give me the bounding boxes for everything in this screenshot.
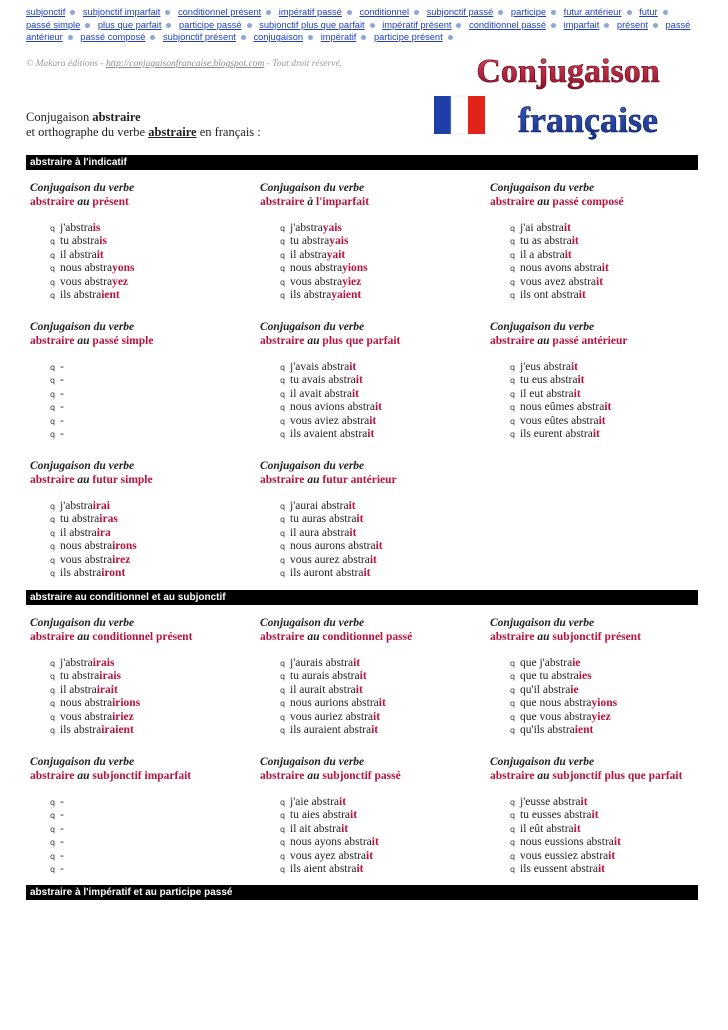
list-bullet-icon: q [50,659,56,668]
list-bullet-icon: q [50,798,56,807]
conjugated-form: q nous avons abstrait [510,262,609,275]
list-bullet-icon: q [510,659,516,668]
list-bullet-icon: q [280,389,286,399]
list-bullet-icon: q [510,699,516,709]
conjugated-form: q tu eus abstrait [510,374,585,387]
bullet-dot-icon [241,35,246,40]
list-bullet-icon: q [510,798,516,807]
conjugated-form: q ils aient abstrait [280,863,364,876]
conjugated-form: q nous avions abstrait [280,401,382,414]
conjugated-form: q j'aurais abstrait [280,657,361,669]
conjugation-block [260,320,490,441]
conjugated-form: q tu as abstrait [510,235,579,248]
list-bullet-icon: q [280,515,286,525]
conjugated-form: q - [50,836,64,849]
conjugation-block [490,320,720,441]
list-bullet-icon: q [280,363,286,372]
tense-title: abstraire au conditionnel passé [260,631,413,643]
bullet-dot-icon [627,10,632,15]
conjugated-form: q j'eus abstrait [510,361,578,373]
list-bullet-icon: q [280,726,286,736]
forms-list [260,796,490,876]
conjugated-form: q nous abstrayons [50,262,135,275]
forms-list [490,657,720,737]
conjugated-form: q tu aies abstrait [280,809,358,822]
forms-list [30,657,260,737]
conjugation-block [260,181,490,302]
conjugated-form: q tu abstrayais [280,235,349,248]
bullet-dot-icon [70,10,75,15]
nav-link[interactable]: futur [639,7,658,17]
nav-link[interactable]: passé simple [26,19,81,30]
list-bullet-icon: q [510,264,516,274]
section-bar-imperatif-participe: abstraire à l'impératif et au participe passé [26,885,698,900]
list-bullet-icon: q [510,376,516,386]
conjugated-form: q - [50,374,64,387]
list-bullet-icon: q [50,542,56,552]
block-heading: Conjugaison du verbe [260,182,365,194]
tense-title: abstraire au passé antérieur [490,335,628,347]
bullet-dot-icon [266,10,271,15]
nav-link[interactable]: subjonctif passé [426,7,494,17]
conjugated-form: q qu'ils abstraient [510,724,594,737]
list-bullet-icon: q [510,389,516,399]
list-bullet-icon: q [510,224,516,233]
list-bullet-icon: q [280,430,286,440]
conjugated-form: q tu abstrairas [50,513,118,526]
nav-link[interactable]: conditionnel [359,7,410,17]
list-bullet-icon: q [280,811,286,821]
conjugated-form: q j'ai abstrait [510,222,571,234]
conjugated-form: q il avait abstrait [280,387,359,400]
conjugated-form: q ils auront abstrait [280,567,371,580]
nav-link[interactable]: imparfait [563,19,600,30]
list-bullet-icon: q [510,403,516,413]
nav-link[interactable]: futur antérieur [563,7,622,17]
list-bullet-icon: q [280,712,286,722]
conjugated-form: q vous abstrayiez [280,275,362,288]
list-bullet-icon: q [510,865,516,875]
conjugated-form: q nous aurons abstrait [280,540,383,553]
forms-list [30,500,260,580]
conjugated-form: q nous abstrayions [280,262,368,275]
conjugated-form: q il aura abstrait [280,526,357,539]
conjugated-form: q tu abstrairais [50,670,122,683]
list-bullet-icon: q [50,403,56,413]
copyright-notice: © Makara éditions - http://conjugaisonfrancaise.blogspot.com - Tout droit réservé. [26,59,343,69]
conjugation-block [30,181,260,302]
nav-link[interactable]: subjonctif présent [163,32,236,43]
list-bullet-icon: q [50,416,56,426]
conjugated-form: q j'aurai abstrait [280,500,356,512]
list-bullet-icon: q [50,250,56,260]
list-bullet-icon: q [50,838,56,848]
conjugated-form: q j'abstrayais [280,222,342,234]
list-bullet-icon: q [280,569,286,579]
bullet-dot-icon [165,10,170,15]
conjugated-form: q j'eusse abstrait [510,796,588,808]
block-heading: Conjugaison du verbe [260,460,365,472]
bullet-dot-icon [347,10,352,15]
tense-title: abstraire au subjonctif imparfait [30,770,192,782]
list-bullet-icon: q [510,250,516,260]
bullet-dot-icon [247,23,252,28]
block-heading: Conjugaison du verbe [30,460,135,472]
nav-link[interactable]: passé composé [80,32,146,43]
list-bullet-icon: q [50,291,56,301]
conjugated-form: q vous aviez abstrait [280,414,377,427]
conjugated-form: q - [50,401,64,414]
list-bullet-icon: q [510,672,516,682]
conjugated-form: q ils eussent abstrait [510,863,605,876]
list-bullet-icon: q [50,811,56,821]
conjugation-block [30,616,260,737]
bullet-dot-icon [68,35,73,40]
section-bar-indicatif: abstraire à l'indicatif [26,155,698,170]
list-bullet-icon: q [280,502,286,511]
list-bullet-icon: q [50,528,56,538]
conjugated-form: q vous abstrairez [50,553,131,566]
bullet-dot-icon [166,23,171,28]
conjugated-form: q nous eûmes abstrait [510,401,612,414]
list-bullet-icon: q [280,798,286,807]
bullet-dot-icon [361,35,366,40]
list-bullet-icon: q [280,250,286,260]
conjugated-form: q - [50,809,64,822]
conjugation-block [490,755,720,876]
conjugated-form: q ils auraient abstrait [280,724,379,737]
list-bullet-icon: q [510,430,516,440]
nav-link[interactable]: plus que parfait [97,19,162,30]
nav-link[interactable]: subjonctif imparfait [82,7,161,17]
list-bullet-icon: q [50,389,56,399]
nav-link[interactable]: participe [510,7,547,17]
svg-text:Conjugaison: Conjugaison [476,53,660,90]
list-bullet-icon: q [50,502,56,511]
conjugated-form: q vous avez abstrait [510,275,604,288]
conjugated-form: q - [50,796,64,808]
conjugated-form: q tu auras abstrait [280,513,364,526]
section-bar-conditionnel-subjonctif: abstraire au conditionnel et au subjonctif [26,590,698,605]
nav-link[interactable]: subjonctif [26,7,66,17]
nav-link[interactable]: présent [616,19,648,30]
list-bullet-icon: q [50,363,56,372]
conjugated-form: q ils abstrairaient [50,724,134,737]
conjugated-form: q ils abstrayaient [280,289,362,302]
list-bullet-icon: q [510,277,516,287]
conjugated-form: q que nous abstrayions [510,697,618,710]
forms-list [490,796,720,876]
list-bullet-icon: q [280,542,286,552]
conjugated-form: q ils eurent abstrait [510,428,600,441]
list-bullet-icon: q [50,685,56,695]
list-bullet-icon: q [50,865,56,875]
conjugation-block [490,181,720,302]
conjugated-form: q vous aurez abstrait [280,553,377,566]
list-bullet-icon: q [50,430,56,440]
conjugaison-francaise-logo [428,52,696,146]
list-bullet-icon: q [50,712,56,722]
block-heading: Conjugaison du verbe [260,756,365,768]
list-bullet-icon: q [510,851,516,861]
bullet-dot-icon [551,23,556,28]
conjugation-block [260,755,490,876]
conjugated-form: q vous abstrairiez [50,710,134,723]
conjugated-form: q j'aie abstrait [280,796,347,808]
conjugated-form: q il abstrairait [50,683,118,696]
bullet-dot-icon [663,10,668,15]
conjugated-form: q j'abstrairai [50,500,110,512]
french-flag-icon [434,96,485,134]
conjugated-form: q - [50,361,64,373]
list-bullet-icon: q [280,416,286,426]
tense-title: abstraire au conditionnel présent [30,631,193,643]
tense-title: abstraire au futur antérieur [260,474,397,486]
tense-title: abstraire à l'imparfait [260,196,370,208]
conjugated-form: q il ait abstrait [280,822,349,835]
nav-link[interactable]: impératif [320,32,357,43]
list-bullet-icon: q [280,224,286,233]
bullet-dot-icon [150,35,155,40]
conjugation-block [260,616,490,737]
svg-text:française: française [518,100,658,140]
conjugated-form: q j'avais abstrait [280,361,357,373]
list-bullet-icon: q [280,555,286,565]
bullet-dot-icon [653,23,658,28]
forms-list [260,500,490,580]
forms-list [30,222,260,302]
block-heading: Conjugaison du verbe [30,182,135,194]
list-bullet-icon: q [50,672,56,682]
nav-link[interactable]: conditionnel passé [469,19,547,30]
bullet-dot-icon [448,35,453,40]
list-bullet-icon: q [50,515,56,525]
list-bullet-icon: q [280,685,286,695]
conjugated-form: q - [50,863,64,876]
conjugated-form: q j'abstrairais [50,657,115,669]
conjugated-form: q vous ayez abstrait [280,849,374,862]
block-heading: Conjugaison du verbe [260,617,365,629]
list-bullet-icon: q [50,264,56,274]
conjugated-form: q - [50,822,64,835]
block-heading: Conjugaison du verbe [30,756,135,768]
conjugated-form: q il abstrayait [280,248,346,261]
forms-list [260,657,490,737]
list-bullet-icon: q [510,726,516,736]
forms-list [30,361,260,441]
list-bullet-icon: q [510,685,516,695]
block-heading: Conjugaison du verbe [260,321,365,333]
conjugated-form: q que j'abstraie [510,657,581,669]
conjugated-form: q ils abstrairont [50,567,126,580]
list-bullet-icon: q [280,699,286,709]
list-bullet-icon: q [50,699,56,709]
conjugated-form: q tu aurais abstrait [280,670,367,683]
bullet-dot-icon [85,23,90,28]
list-bullet-icon: q [280,838,286,848]
block-heading: Conjugaison du verbe [30,617,135,629]
conjugated-form: q tu abstrais [50,235,107,248]
list-bullet-icon: q [510,824,516,834]
nav-link[interactable]: conjugaison [253,32,304,43]
nav-link[interactable]: impératif passé [278,7,342,17]
bullet-dot-icon [370,23,375,28]
list-bullet-icon: q [280,277,286,287]
conjugated-form: q tu eusses abstrait [510,809,599,822]
list-bullet-icon: q [280,376,286,386]
block-heading: Conjugaison du verbe [490,321,595,333]
conjugated-form: q - [50,849,64,862]
tense-title: abstraire au subjonctif passé [260,770,401,782]
conjugated-form: q nous aurions abstrait [280,697,386,710]
nav-link[interactable]: impératif présent [382,19,452,30]
list-bullet-icon: q [280,659,286,668]
conjugated-form: q vous eûtes abstrait [510,414,606,427]
conjugation-block [30,320,260,441]
conjugation-block [260,459,490,580]
blog-link[interactable]: http://conjugaisonfrancaise.blogspot.com [106,59,265,69]
list-bullet-icon: q [280,291,286,301]
tense-title: abstraire au passé simple [30,335,154,347]
conjugated-form: q qu'il abstraie [510,683,579,696]
forms-list [490,361,720,441]
conjugated-form: q il eût abstrait [510,822,581,835]
list-bullet-icon: q [510,416,516,426]
conjugated-form: q il abstrait [50,248,104,261]
nav-link[interactable]: participe passé [179,19,242,30]
list-bullet-icon: q [280,528,286,538]
list-bullet-icon: q [280,824,286,834]
list-bullet-icon: q [50,726,56,736]
conjugated-form: q il abstraira [50,526,111,539]
nav-link[interactable]: subjonctif plus que parfait [259,19,365,30]
forms-list [260,222,490,302]
list-bullet-icon: q [280,264,286,274]
tense-title: abstraire au passé composé [490,196,624,208]
tense-title: abstraire au présent [30,196,129,208]
conjugated-form: q nous abstrairions [50,697,141,710]
tense-title: abstraire au subjonctif présent [490,631,641,643]
list-bullet-icon: q [280,403,286,413]
conjugated-form: q ils avaient abstrait [280,428,375,441]
forms-list [490,222,720,302]
tense-nav [26,6,698,44]
conjugated-form: q tu avais abstrait [280,374,363,387]
bullet-dot-icon [604,23,609,28]
list-bullet-icon: q [280,237,286,247]
list-bullet-icon: q [510,838,516,848]
tense-title: abstraire au futur simple [30,474,153,486]
block-heading: Conjugaison du verbe [490,617,595,629]
tense-title: abstraire au plus que parfait [260,335,401,347]
nav-link[interactable]: participe présent [373,32,443,43]
list-bullet-icon: q [510,291,516,301]
list-bullet-icon: q [50,237,56,247]
conjugated-form: q nous abstrairons [50,540,137,553]
conjugated-form: q il eut abstrait [510,387,581,400]
conjugated-form: q ils ont abstrait [510,289,586,302]
bullet-dot-icon [456,23,461,28]
conjugated-form: q nous ayons abstrait [280,836,379,849]
conjugated-form: q vous eussiez abstrait [510,849,616,862]
list-bullet-icon: q [510,811,516,821]
nav-link[interactable]: passé antérieur [26,19,691,43]
forms-list [30,796,260,876]
bullet-dot-icon [308,35,313,40]
conjugated-form: q - [50,428,64,441]
list-bullet-icon: q [50,824,56,834]
list-bullet-icon: q [280,672,286,682]
conjugated-form: q nous eussions abstrait [510,836,621,849]
list-bullet-icon: q [510,712,516,722]
conjugated-form: q il a abstrait [510,248,572,261]
conjugated-form: q vous abstrayez [50,275,129,288]
list-bullet-icon: q [510,237,516,247]
list-bullet-icon: q [50,851,56,861]
conjugated-form: q que tu abstraies [510,670,592,683]
bullet-dot-icon [414,10,419,15]
list-bullet-icon: q [50,277,56,287]
conjugated-form: q j'abstrais [50,222,101,234]
bullet-dot-icon [498,10,503,15]
list-bullet-icon: q [50,555,56,565]
conjugation-block [30,755,260,876]
block-heading: Conjugaison du verbe [490,182,595,194]
list-bullet-icon: q [50,376,56,386]
conjugated-form: q que vous abstrayiez [510,710,611,723]
nav-link[interactable]: conditionnel présent [177,7,262,17]
intro-text: Conjugaison abstraire et orthographe du verbe abstraire en français : [26,110,261,139]
conjugation-block [30,459,260,580]
list-bullet-icon: q [280,851,286,861]
block-heading: Conjugaison du verbe [490,756,595,768]
bullet-dot-icon [551,10,556,15]
list-bullet-icon: q [510,363,516,372]
conjugated-form: q - [50,414,64,427]
tense-title: abstraire au subjonctif plus que parfait [490,770,683,782]
conjugated-form: q - [50,387,64,400]
forms-list [260,361,490,441]
conjugated-form: q vous auriez abstrait [280,710,381,723]
block-heading: Conjugaison du verbe [30,321,135,333]
conjugated-form: q il aurait abstrait [280,683,363,696]
conjugation-block [490,616,720,737]
list-bullet-icon: q [280,865,286,875]
conjugated-form: q ils abstraient [50,289,120,302]
list-bullet-icon: q [50,569,56,579]
list-bullet-icon: q [50,224,56,233]
